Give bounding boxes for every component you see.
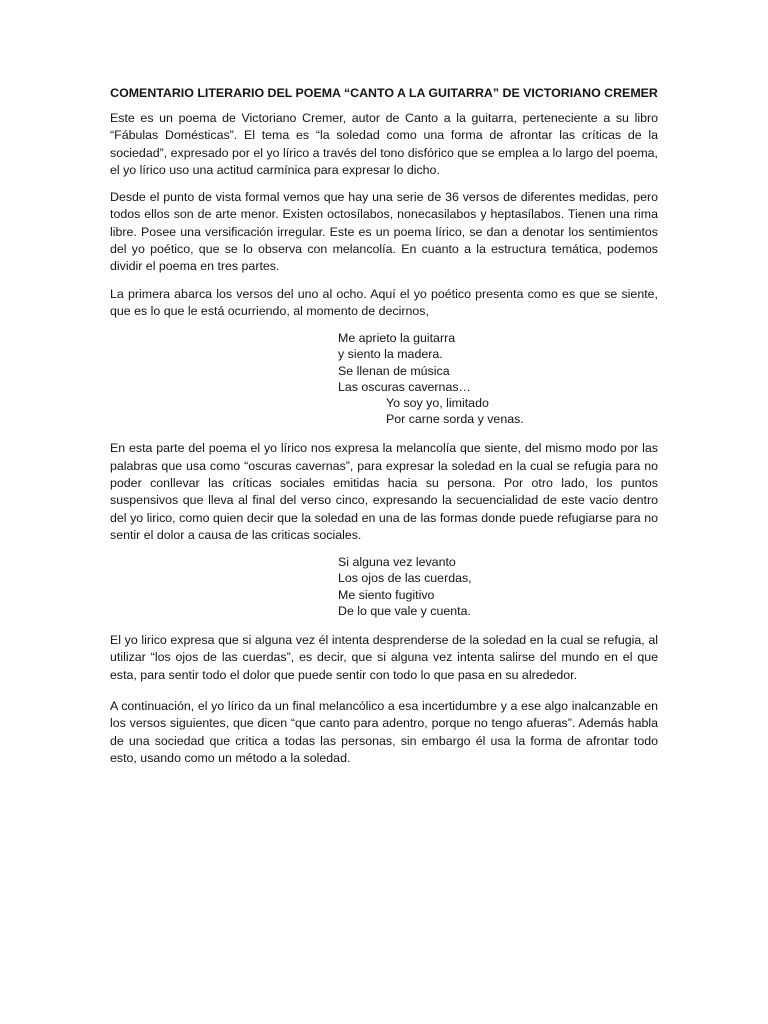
paragraph-first-part: La primera abarca los versos del uno al ocho. Aquí el yo poético presenta como es que se siente, que es lo que le está ocurriendo, al momento de decirnos, (110, 286, 658, 318)
poem-verse: Me aprieto la guitarra (338, 331, 456, 346)
poem-verse: Me siento fugitivo (338, 587, 435, 602)
poem-verse: Las oscuras cavernas… (338, 379, 471, 394)
poem-verse: De lo que vale y cuenta. (338, 603, 471, 618)
poem-verse: Por carne sorda y venas. (386, 412, 524, 427)
paragraph-conclusion: A continuación, el yo lírico da un final melancólico a esa incertidumbre y a ese algo inalcanzable en los versos siguientes, que dicen “que canto para adentro, porque no tengo afueras”. Además habla de una sociedad que critica a todas las personas, sin embargo él usa la forma de afrontar todo esto, usando como un método a la soledad. (110, 698, 658, 765)
poem-verse: y siento la madera. (338, 347, 443, 362)
paragraph-introduction: Este es un poema de Victoriano Cremer, autor de Canto a la guitarra, perteneciente a su libro “Fábulas Domésticas”. El tema es “la soledad como una forma de afrontar las críticas de la sociedad”, expresado por el yo lírico a través del tono disfórico que se emplea a lo largo del poema, el yo lírico uso una actitud carmínica para expresar lo dicho. (110, 111, 658, 177)
document-page (110, 85, 658, 777)
paragraph-formal-analysis: Desde el punto de vista formal vemos que hay una serie de 36 versos de diferentes medidas, pero todos ellos son de arte menor. Existen octosílabos, nonecasilabos y heptasílabos. Tienen una rima libre. Posee una versificación irregular. Este es un poema lírico, se dan a denotar los sentimientos del yo poético, que se lo observa con melancolía. En cuanto a la estructura temática, podemos dividir el poema en tres partes. (110, 190, 658, 274)
poem-verse: Si alguna vez levanto (338, 555, 456, 570)
document-title: COMENTARIO LITERARIO DEL POEMA “CANTO A LA GUITARRA” DE VICTORIANO CREMER (110, 86, 658, 100)
poem-stanza-two (338, 554, 658, 619)
poem-verse: Se llenan de música (338, 363, 450, 378)
paragraph-melancholy: En esta parte del poema el yo lírico nos expresa la melancolía que siente, del mismo modo por las palabras que usa como “oscuras cavernas”, para expresar la soledad en la cual se refugia para no poder conllevar las críticas sociales emitidas hacia su persona. Por otro lado, los puntos suspensivos que lleva al final del verso cinco, expresando la secuencialidad de este vacio dentro del yo lirico, como quien decir que la soledad en una de las formas donde puede refugiarse para no sentir el dolor a causa de las criticas sociales. (110, 441, 658, 542)
poem-stanza-one (338, 330, 658, 427)
paragraph-strings: El yo lirico expresa que si alguna vez él intenta desprenderse de la soledad en la cual se refugia, al utilizar “los ojos de las cuerdas”, es decir, que si alguna vez intenta salirse del mundo en el que esta, para sentir todo el dolor que puede sentir con todo lo que pasa en su alrededor. (110, 633, 658, 682)
poem-verse: Los ojos de las cuerdas, (338, 571, 472, 586)
poem-verse: Yo soy yo, limitado (386, 396, 489, 411)
